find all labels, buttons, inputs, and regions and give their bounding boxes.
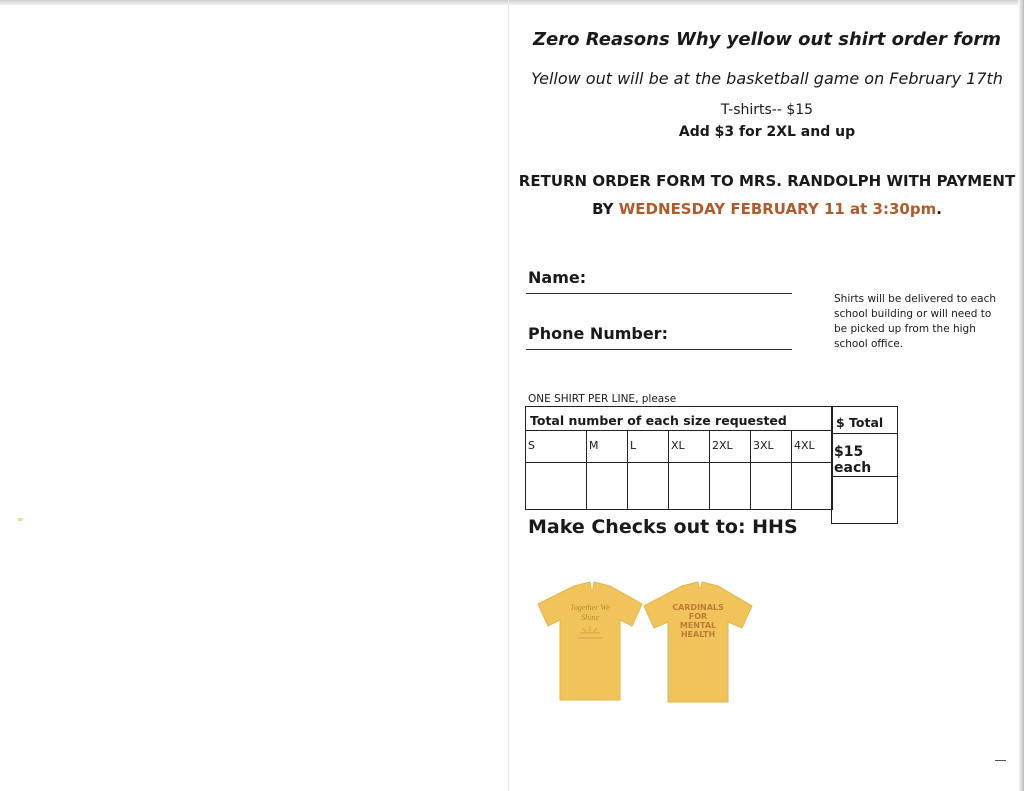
phone-label: Phone Number: bbox=[528, 324, 668, 343]
shirt-back-text-4: HEALTH bbox=[680, 630, 716, 639]
shirt-illustration bbox=[534, 578, 756, 708]
checks-payable: Make Checks out to: HHS bbox=[528, 516, 798, 538]
margin-mark bbox=[995, 760, 1006, 761]
return-instruction: RETURN ORDER FORM TO MRS. RANDOLPH WITH PAYMENT bbox=[518, 172, 1016, 190]
qty-xl-cell[interactable] bbox=[669, 463, 710, 510]
total-cell[interactable] bbox=[832, 477, 898, 524]
size-header-row bbox=[526, 431, 833, 463]
order-instruction: ONE SHIRT PER LINE, please bbox=[528, 393, 677, 405]
page-fold bbox=[508, 0, 509, 791]
price-line: T-shirts-- $15 bbox=[720, 102, 814, 118]
size-l: L bbox=[628, 431, 669, 463]
shirt-back-text-3: MENTAL bbox=[679, 621, 717, 630]
scan-right-edge bbox=[1018, 0, 1024, 791]
name-label: Name: bbox=[528, 268, 587, 287]
deadline-prefix: BY bbox=[592, 200, 619, 218]
shirt-front-text-1: Together We bbox=[570, 603, 610, 612]
shirt-front-text-2: Shine bbox=[581, 613, 599, 622]
delivery-note: Shirts will be delivered to each school building or will need to be picked up from the high school office. bbox=[834, 293, 997, 350]
qty-m-cell[interactable] bbox=[587, 463, 628, 510]
deadline-period: . bbox=[936, 200, 942, 218]
shirt-back-text-1: CARDINALS bbox=[672, 603, 724, 612]
qty-s-cell[interactable] bbox=[526, 463, 587, 510]
surcharge-line: Add $3 for 2XL and up bbox=[678, 124, 856, 140]
event-subtitle: Yellow out will be at the basketball game on February 17th bbox=[531, 69, 1003, 88]
size-3xl: 3XL bbox=[751, 431, 792, 463]
size-xl: XL bbox=[669, 431, 710, 463]
form-title: Zero Reasons Why yellow out shirt order form bbox=[533, 29, 1001, 50]
total-header: $ Total bbox=[832, 407, 898, 434]
shirt-back-text-2: FOR bbox=[688, 612, 708, 621]
size-order-table bbox=[525, 406, 833, 510]
shirt-front-image bbox=[538, 582, 642, 700]
shirt-back-image bbox=[644, 582, 752, 702]
return-deadline-line bbox=[510, 200, 1024, 218]
scan-speck bbox=[18, 518, 23, 521]
size-2xl: 2XL bbox=[710, 431, 751, 463]
size-m: M bbox=[587, 431, 628, 463]
qty-4xl-cell[interactable] bbox=[792, 463, 833, 510]
deadline-date: WEDNESDAY FEBRUARY 11 at 3:30pm bbox=[618, 200, 937, 218]
size-entry-row bbox=[526, 463, 833, 510]
size-4xl: 4XL bbox=[792, 431, 833, 463]
unit-price: $15 each bbox=[832, 434, 898, 477]
name-field[interactable] bbox=[526, 293, 792, 294]
qty-3xl-cell[interactable] bbox=[751, 463, 792, 510]
size-s: S bbox=[526, 431, 587, 463]
size-table-header: Total number of each size requested bbox=[526, 407, 833, 431]
qty-2xl-cell[interactable] bbox=[710, 463, 751, 510]
total-table bbox=[831, 406, 898, 524]
scan-top-edge bbox=[0, 0, 1024, 5]
phone-field[interactable] bbox=[526, 349, 792, 350]
qty-l-cell[interactable] bbox=[628, 463, 669, 510]
